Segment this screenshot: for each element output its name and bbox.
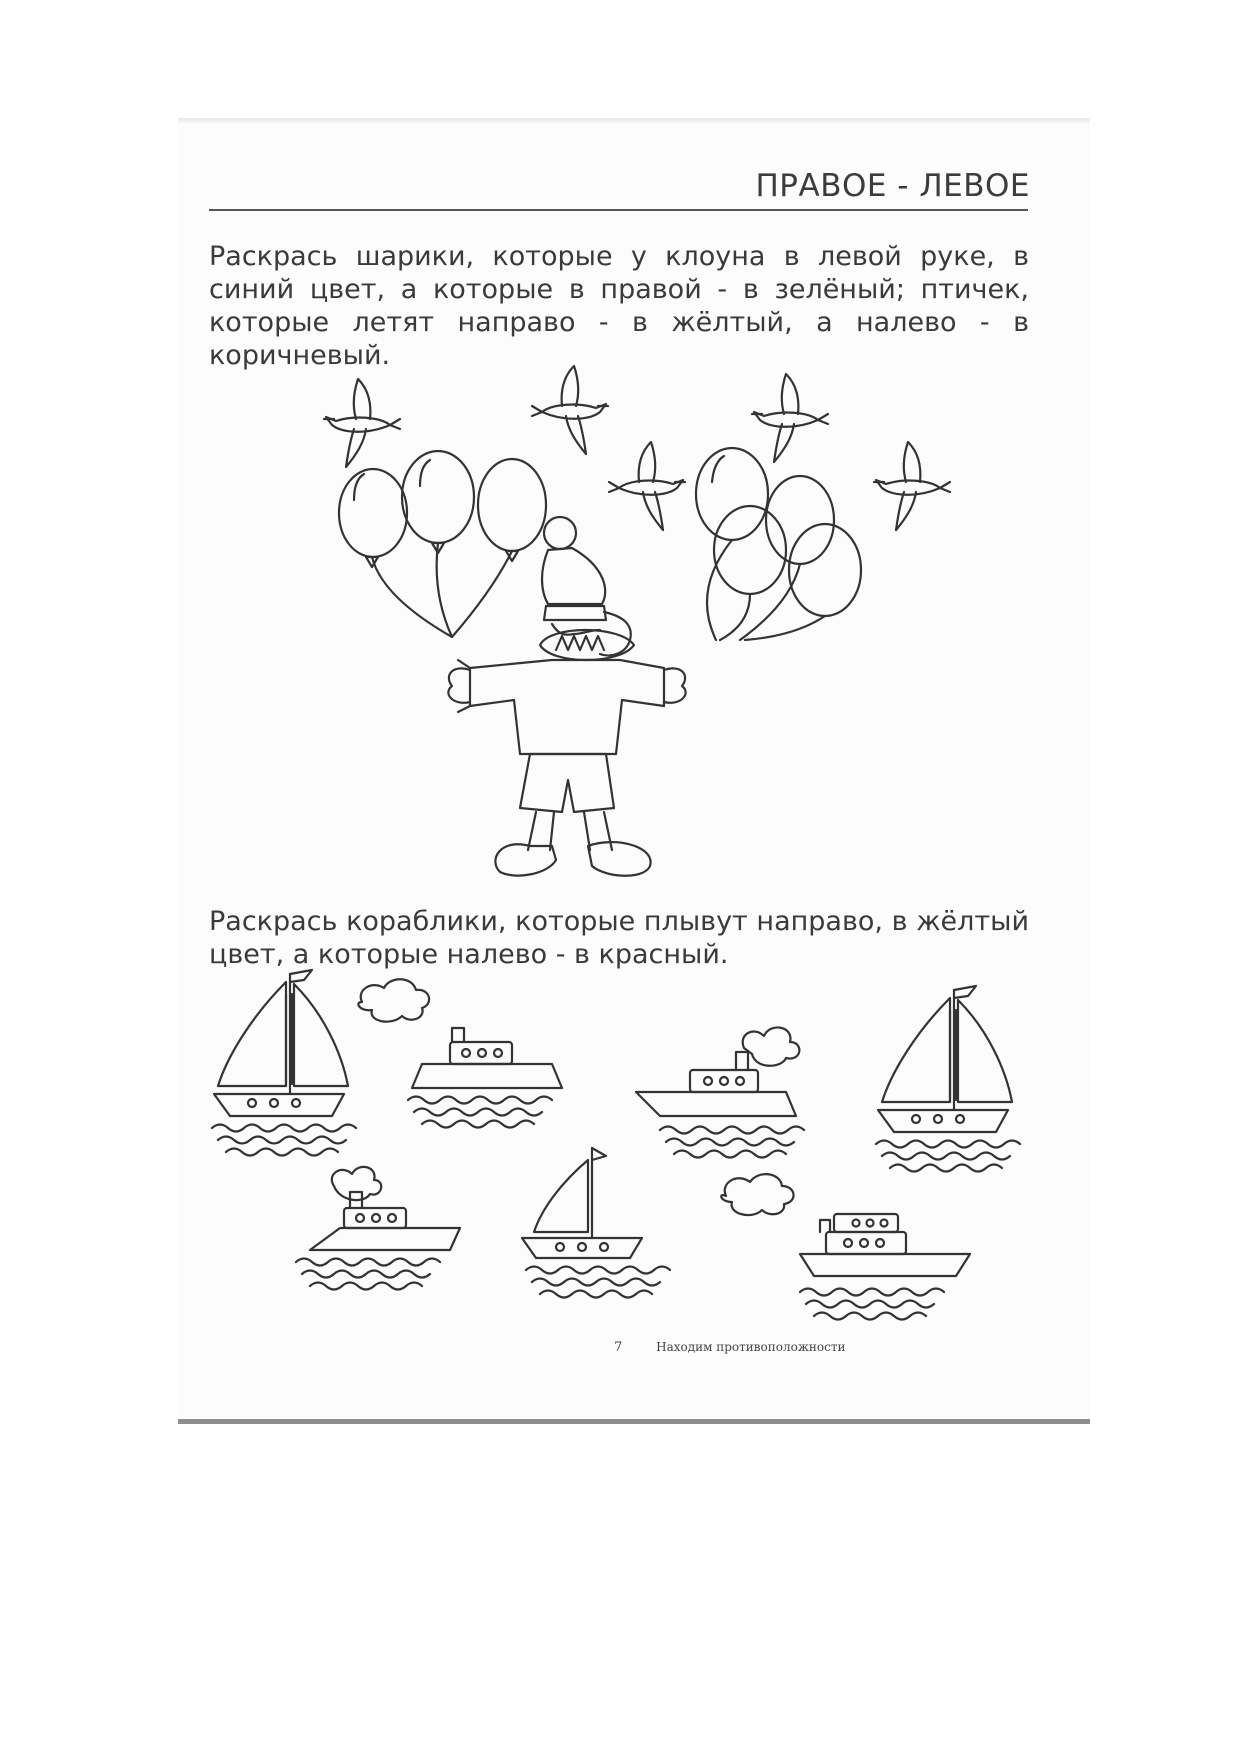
boat-steam-2	[636, 1027, 799, 1116]
boat-sail-2	[878, 986, 1012, 1132]
page-number: 7	[614, 1340, 623, 1355]
boat-sail-1	[214, 970, 348, 1116]
book-title: Находим противоположности	[656, 1340, 846, 1354]
balloons-left	[339, 451, 546, 637]
instruction-boats: Раскрась кораблики, которые плывут направо, в жёлтый цвет, а которые налево - в красный.	[209, 906, 1029, 970]
boat-steam-3	[310, 1167, 460, 1250]
cloud-1	[358, 979, 429, 1021]
boat-steam-4	[800, 1214, 970, 1276]
instruction-balloons-birds: Раскрась шарики, которые у клоуна в левой руке, в синий цвет, а которые в правой - в зелёный; птичек, которые летят направо - в жёлтый, а налево - в коричневый.	[209, 241, 1029, 371]
page-footer	[614, 1340, 845, 1355]
page-title: ПРАВОЕ - ЛЕВОЕ	[755, 168, 1030, 204]
boat-sail-3	[522, 1148, 642, 1258]
boat-steam-1	[412, 1028, 562, 1088]
balloons-right	[696, 448, 861, 640]
clown-figure	[448, 517, 685, 876]
cloud-2	[721, 1174, 793, 1215]
